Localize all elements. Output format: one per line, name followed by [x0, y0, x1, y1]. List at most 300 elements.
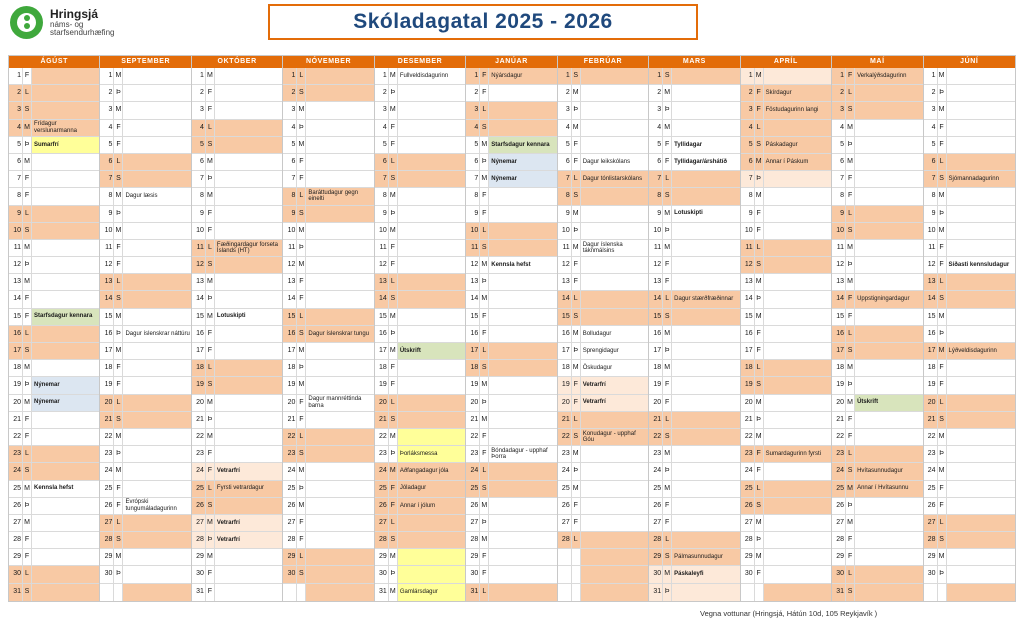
- day-row: [649, 360, 739, 377]
- day-annotation: Útskrift: [855, 395, 922, 411]
- day-number: 22: [375, 429, 389, 445]
- day-annotation: [123, 412, 190, 428]
- day-number: 6: [466, 154, 480, 170]
- day-number: 14: [375, 291, 389, 307]
- day-row: [741, 549, 831, 566]
- weekday-letter: Þ: [572, 102, 581, 118]
- day-number: 21: [649, 412, 663, 428]
- day-annotation: Sumardagurinn fyrsti: [765, 450, 821, 457]
- day-number: 6: [558, 154, 572, 170]
- weekday-letter: M: [938, 223, 947, 239]
- month-header: FEBRÚAR: [558, 56, 648, 68]
- day-row: [832, 171, 922, 188]
- day-annotation: [215, 154, 282, 170]
- weekday-letter: [755, 584, 764, 601]
- day-row: [741, 223, 831, 240]
- day-row: [832, 395, 922, 412]
- weekday-letter: S: [663, 68, 672, 84]
- day-row: [924, 343, 1015, 360]
- day-row: [832, 291, 922, 308]
- weekday-letter: L: [206, 360, 215, 376]
- day-annotation: [32, 515, 99, 531]
- day-annotation: [855, 326, 922, 342]
- day-annotation: Þorláksmessa: [398, 446, 465, 462]
- day-number: 3: [100, 102, 114, 118]
- day-annotation: [123, 395, 190, 411]
- day-row: [283, 240, 373, 257]
- day-number: 13: [375, 274, 389, 290]
- day-row: [558, 274, 648, 291]
- day-number: 11: [832, 240, 846, 256]
- weekday-letter: F: [938, 137, 947, 153]
- day-annotation: [306, 137, 373, 153]
- day-number: 13: [9, 274, 23, 290]
- day-annotation: [947, 584, 1015, 601]
- day-row: [375, 240, 465, 257]
- day-row: [375, 343, 465, 360]
- day-annotation: [947, 429, 1015, 445]
- day-number: 4: [9, 120, 23, 136]
- day-number: 18: [832, 360, 846, 376]
- day-row: [741, 326, 831, 343]
- day-annotation: [123, 566, 190, 582]
- day-row: [9, 549, 99, 566]
- weekday-letter: [572, 584, 581, 601]
- weekday-letter: F: [480, 206, 489, 222]
- day-annotation: [672, 309, 739, 325]
- day-annotation: [398, 188, 465, 204]
- weekday-letter: F: [938, 360, 947, 376]
- day-row: [466, 566, 556, 583]
- day-annotation: [947, 498, 1015, 514]
- day-annotation: [32, 102, 99, 118]
- day-number: 26: [375, 498, 389, 514]
- day-row: [100, 498, 190, 515]
- day-row: [649, 223, 739, 240]
- weekday-letter: M: [389, 102, 398, 118]
- weekday-letter: L: [938, 395, 947, 411]
- day-annotation: [672, 584, 739, 601]
- day-number: 30: [100, 566, 114, 582]
- day-annotation: Tyllidagar/árshátíð: [674, 158, 728, 165]
- day-number: 3: [9, 102, 23, 118]
- day-number: 5: [741, 137, 755, 153]
- day-annotation: Aðfangadagur jóla: [399, 468, 449, 475]
- day-number: 8: [741, 188, 755, 204]
- day-number: 13: [832, 274, 846, 290]
- day-row: [558, 68, 648, 85]
- day-annotation: [947, 326, 1015, 342]
- day-annotation: [215, 360, 282, 376]
- day-row: [832, 584, 922, 601]
- weekday-letter: F: [755, 446, 764, 462]
- weekday-letter: L: [755, 120, 764, 136]
- weekday-letter: F: [114, 257, 123, 273]
- day-number: 15: [9, 309, 23, 325]
- day-row: [9, 326, 99, 343]
- day-number: 11: [375, 240, 389, 256]
- day-row: [100, 360, 190, 377]
- day-number: 17: [832, 343, 846, 359]
- weekday-letter: M: [755, 188, 764, 204]
- day-row: [100, 429, 190, 446]
- day-number: 29: [192, 549, 206, 565]
- day-row: [192, 326, 282, 343]
- day-row: [741, 274, 831, 291]
- weekday-letter: Þ: [480, 154, 489, 170]
- weekday-letter: M: [572, 206, 581, 222]
- month-column-september: [100, 56, 191, 601]
- day-annotation: Nýnemar: [489, 154, 556, 170]
- weekday-letter: L: [389, 274, 398, 290]
- weekday-letter: M: [663, 481, 672, 497]
- day-row: [9, 584, 99, 601]
- day-number: 10: [283, 223, 297, 239]
- day-number: 25: [192, 481, 206, 497]
- month-header: MAÍ: [832, 56, 922, 68]
- weekday-letter: M: [114, 68, 123, 84]
- weekday-letter: M: [389, 463, 398, 479]
- weekday-letter: S: [846, 584, 855, 601]
- weekday-letter: L: [297, 309, 306, 325]
- weekday-letter: F: [938, 120, 947, 136]
- day-annotation: [306, 463, 373, 479]
- day-number: 27: [466, 515, 480, 531]
- day-number: 17: [9, 343, 23, 359]
- day-annotation: [855, 584, 922, 601]
- day-number: 25: [741, 481, 755, 497]
- weekday-letter: F: [755, 206, 764, 222]
- weekday-letter: L: [389, 515, 398, 531]
- day-row: [924, 429, 1015, 446]
- weekday-letter: M: [572, 481, 581, 497]
- weekday-letter: L: [480, 463, 489, 479]
- day-annotation: [489, 532, 556, 548]
- day-row: [649, 240, 739, 257]
- day-number: 11: [100, 240, 114, 256]
- day-number: 25: [100, 481, 114, 497]
- day-annotation: Síðasti kennsludagur: [948, 261, 1010, 268]
- weekday-letter: F: [114, 120, 123, 136]
- day-number: 1: [283, 68, 297, 84]
- day-annotation: Fullveldisdagurinn: [399, 72, 449, 79]
- day-row: [832, 274, 922, 291]
- day-row: [832, 85, 922, 102]
- day-annotation: [306, 223, 373, 239]
- weekday-letter: F: [846, 549, 855, 565]
- day-number: 14: [100, 291, 114, 307]
- day-number: 5: [192, 137, 206, 153]
- day-annotation: Gamlársdagur: [398, 584, 465, 601]
- weekday-letter: S: [846, 343, 855, 359]
- day-annotation: [581, 549, 648, 565]
- day-row: [283, 171, 373, 188]
- weekday-letter: L: [938, 515, 947, 531]
- weekday-letter: F: [480, 549, 489, 565]
- day-annotation: [123, 515, 190, 531]
- day-number: 18: [924, 360, 938, 376]
- day-number: 20: [832, 395, 846, 411]
- weekday-letter: L: [114, 154, 123, 170]
- weekday-letter: M: [572, 326, 581, 342]
- day-annotation: [947, 188, 1015, 204]
- weekday-letter: Þ: [297, 360, 306, 376]
- day-annotation: [764, 274, 831, 290]
- day-row: [558, 412, 648, 429]
- day-annotation: [489, 463, 556, 479]
- weekday-letter: Þ: [297, 481, 306, 497]
- day-number: 8: [100, 188, 114, 204]
- day-number: 18: [558, 360, 572, 376]
- day-number: 1: [9, 68, 23, 84]
- weekday-letter: L: [206, 120, 215, 136]
- day-annotation: [32, 360, 99, 376]
- day-row: [558, 309, 648, 326]
- weekday-letter: S: [297, 566, 306, 582]
- day-annotation: [398, 566, 465, 582]
- day-number: 15: [558, 309, 572, 325]
- day-number: 28: [283, 532, 297, 548]
- day-row: [649, 566, 739, 583]
- day-annotation: [215, 291, 282, 307]
- day-annotation: [947, 102, 1015, 118]
- day-number: 31: [832, 584, 846, 601]
- weekday-letter: F: [480, 326, 489, 342]
- day-row: [649, 188, 739, 205]
- weekday-letter: F: [755, 223, 764, 239]
- weekday-letter: M: [114, 343, 123, 359]
- day-number: 12: [192, 257, 206, 273]
- day-row: [375, 223, 465, 240]
- day-number: 2: [741, 85, 755, 101]
- day-number: 5: [375, 137, 389, 153]
- day-annotation: [764, 68, 831, 84]
- day-row: [649, 137, 739, 154]
- day-annotation: Páskaleyfi: [674, 571, 704, 578]
- day-row: [558, 102, 648, 119]
- day-annotation: [306, 171, 373, 187]
- day-number: 2: [375, 85, 389, 101]
- day-row: [558, 171, 648, 188]
- day-annotation: [489, 515, 556, 531]
- day-annotation: Dagur íslenska táknmálsins: [582, 241, 623, 254]
- weekday-letter: L: [297, 68, 306, 84]
- day-number: 24: [741, 463, 755, 479]
- weekday-letter: M: [206, 68, 215, 84]
- day-row: [100, 395, 190, 412]
- day-number: 26: [649, 498, 663, 514]
- weekday-letter: M: [663, 85, 672, 101]
- day-row: [466, 274, 556, 291]
- day-row: [741, 377, 831, 394]
- day-number: 8: [283, 188, 297, 204]
- day-number: 21: [558, 412, 572, 428]
- day-annotation: [855, 309, 922, 325]
- weekday-letter: L: [755, 240, 764, 256]
- day-row: [924, 566, 1015, 583]
- weekday-letter: M: [938, 102, 947, 118]
- weekday-letter: M: [480, 412, 489, 428]
- day-row: [283, 137, 373, 154]
- day-row: [100, 257, 190, 274]
- day-annotation: Dagur leikskólans: [582, 158, 631, 165]
- day-annotation: [123, 291, 190, 307]
- weekday-letter: F: [846, 171, 855, 187]
- day-row: [558, 120, 648, 137]
- day-number: 12: [649, 257, 663, 273]
- weekday-letter: L: [663, 532, 672, 548]
- day-number: 19: [375, 377, 389, 393]
- day-number: 16: [192, 326, 206, 342]
- day-annotation: [947, 566, 1015, 582]
- weekday-letter: M: [23, 395, 32, 411]
- weekday-letter: M: [846, 481, 855, 497]
- weekday-letter: F: [480, 68, 489, 84]
- day-row: [466, 154, 556, 171]
- day-row: [192, 309, 282, 326]
- day-row: [192, 85, 282, 102]
- day-annotation: [306, 154, 373, 170]
- day-annotation: Hvítasunnudagur: [857, 468, 903, 475]
- weekday-letter: M: [755, 154, 764, 170]
- day-number: 22: [649, 429, 663, 445]
- weekday-letter: S: [846, 223, 855, 239]
- weekday-letter: M: [206, 154, 215, 170]
- day-row: [100, 171, 190, 188]
- day-number: 23: [100, 446, 114, 462]
- day-row: [924, 326, 1015, 343]
- day-number: 10: [649, 223, 663, 239]
- day-annotation: Evrópski tungumáladagurinn: [125, 499, 177, 512]
- day-number: 5: [283, 137, 297, 153]
- day-row: [466, 257, 556, 274]
- day-annotation: [489, 343, 556, 359]
- day-annotation: Dagur stærðfræðinnar: [674, 296, 734, 303]
- day-number: 5: [649, 137, 663, 153]
- day-number: 8: [9, 188, 23, 204]
- day-number: 2: [466, 85, 480, 101]
- day-annotation: [581, 85, 648, 101]
- weekday-letter: M: [206, 549, 215, 565]
- month-column-apríl: [741, 56, 832, 601]
- day-row: [466, 102, 556, 119]
- day-row: [375, 532, 465, 549]
- day-number: 28: [558, 532, 572, 548]
- day-annotation: [215, 566, 282, 582]
- day-annotation: [581, 223, 648, 239]
- day-annotation: [764, 481, 831, 497]
- month-column-júní: [924, 56, 1015, 601]
- day-row: [741, 240, 831, 257]
- month-header: ÁGÚST: [9, 56, 99, 68]
- day-number: 10: [741, 223, 755, 239]
- day-annotation: [215, 446, 282, 462]
- weekday-letter: F: [114, 240, 123, 256]
- weekday-letter: F: [206, 102, 215, 118]
- weekday-letter: F: [389, 120, 398, 136]
- day-number: 2: [9, 85, 23, 101]
- day-number: 29: [649, 549, 663, 565]
- day-row: [9, 481, 99, 498]
- day-number: 24: [375, 463, 389, 479]
- day-annotation: [581, 120, 648, 136]
- day-annotation: [489, 102, 556, 118]
- day-row: [558, 291, 648, 308]
- weekday-letter: M: [938, 68, 947, 84]
- day-row: [375, 274, 465, 291]
- day-number: 25: [375, 481, 389, 497]
- day-row: [558, 326, 648, 343]
- day-number: 14: [283, 291, 297, 307]
- day-row: [924, 257, 1015, 274]
- day-number: 20: [100, 395, 114, 411]
- day-row: [192, 137, 282, 154]
- day-annotation: [489, 584, 556, 601]
- weekday-letter: F: [572, 395, 581, 411]
- weekday-letter: F: [663, 274, 672, 290]
- day-annotation: [764, 395, 831, 411]
- day-row: [558, 498, 648, 515]
- day-annotation: [764, 240, 831, 256]
- day-row: [9, 343, 99, 360]
- weekday-letter: F: [846, 429, 855, 445]
- day-number: 3: [466, 102, 480, 118]
- day-number: 30: [375, 566, 389, 582]
- day-annotation: Tyllidagar: [674, 141, 703, 148]
- day-number: 13: [924, 274, 938, 290]
- day-annotation: [489, 429, 556, 445]
- day-row: [192, 584, 282, 601]
- day-row: [466, 188, 556, 205]
- weekday-letter: S: [114, 532, 123, 548]
- day-number: 4: [558, 120, 572, 136]
- day-row: [9, 223, 99, 240]
- day-annotation: Vetrarfrí: [216, 519, 240, 526]
- day-row: [283, 291, 373, 308]
- day-row: [832, 326, 922, 343]
- day-number: 29: [283, 549, 297, 565]
- day-number: 20: [741, 395, 755, 411]
- day-row: [100, 481, 190, 498]
- day-row: [466, 395, 556, 412]
- day-row: [100, 274, 190, 291]
- day-row: [741, 291, 831, 308]
- day-row: [924, 206, 1015, 223]
- day-annotation: [855, 360, 922, 376]
- day-number: 17: [924, 343, 938, 359]
- weekday-letter: F: [663, 515, 672, 531]
- weekday-letter: Þ: [663, 343, 672, 359]
- weekday-letter: Þ: [480, 274, 489, 290]
- weekday-letter: M: [846, 274, 855, 290]
- day-row: [192, 498, 282, 515]
- day-annotation: [672, 377, 739, 393]
- weekday-letter: S: [663, 429, 672, 445]
- day-number: 15: [283, 309, 297, 325]
- weekday-letter: L: [206, 481, 215, 497]
- day-row: [100, 326, 190, 343]
- day-row: [741, 137, 831, 154]
- day-row: [558, 188, 648, 205]
- day-row: [283, 309, 373, 326]
- day-row: [558, 154, 648, 171]
- day-annotation: [215, 137, 282, 153]
- day-row: [9, 309, 99, 326]
- day-annotation: [398, 171, 465, 187]
- day-row: [466, 498, 556, 515]
- day-number: 20: [283, 395, 297, 411]
- day-row: [558, 343, 648, 360]
